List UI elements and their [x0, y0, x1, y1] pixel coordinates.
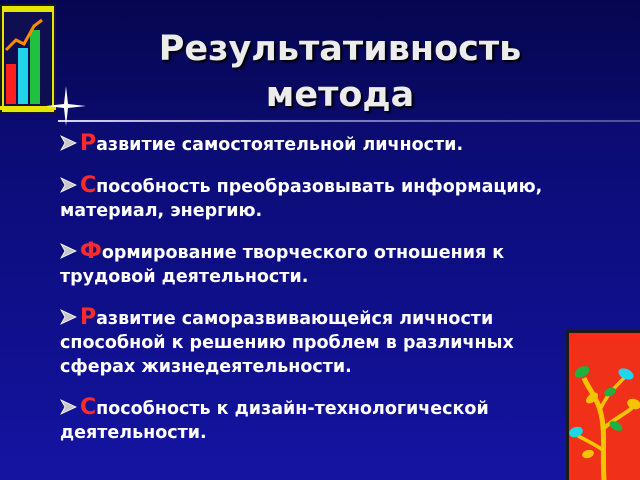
arrow-bullet-icon [60, 309, 77, 325]
item-text: азвитие саморазвивающейся личности способной к решению проблем в различных сферах жизнедеятельности. [60, 309, 514, 377]
list-item [60, 396, 560, 445]
item-text: азвитие самостоятельной личности. [96, 135, 464, 155]
tree-illustration-icon [566, 330, 640, 480]
first-letter: Р [80, 305, 97, 330]
item-text: ормирование творческого отношения к трудовой деятельности. [60, 243, 505, 287]
list-item [60, 240, 560, 289]
slide-title-line-1: Результативность [158, 29, 522, 69]
first-letter: С [80, 173, 97, 198]
slide-title [60, 26, 620, 118]
first-letter: Ф [80, 239, 102, 264]
arrow-bullet-icon [60, 243, 77, 259]
list-item [60, 306, 560, 379]
item-text: пособность к дизайн-технологической деятельности. [60, 399, 489, 443]
arrow-bullet-icon [60, 399, 77, 415]
result-list [60, 132, 560, 462]
list-item [60, 174, 560, 223]
title-divider [58, 120, 640, 122]
item-text: пособность преобразовывать информацию, материал, энергию. [60, 177, 543, 221]
list-item [60, 132, 560, 157]
slide-title-line-2: метода [265, 75, 415, 115]
arrow-bullet-icon [60, 177, 77, 193]
arrow-bullet-icon [60, 135, 77, 151]
first-letter: Р [80, 131, 97, 156]
first-letter: С [80, 395, 97, 420]
